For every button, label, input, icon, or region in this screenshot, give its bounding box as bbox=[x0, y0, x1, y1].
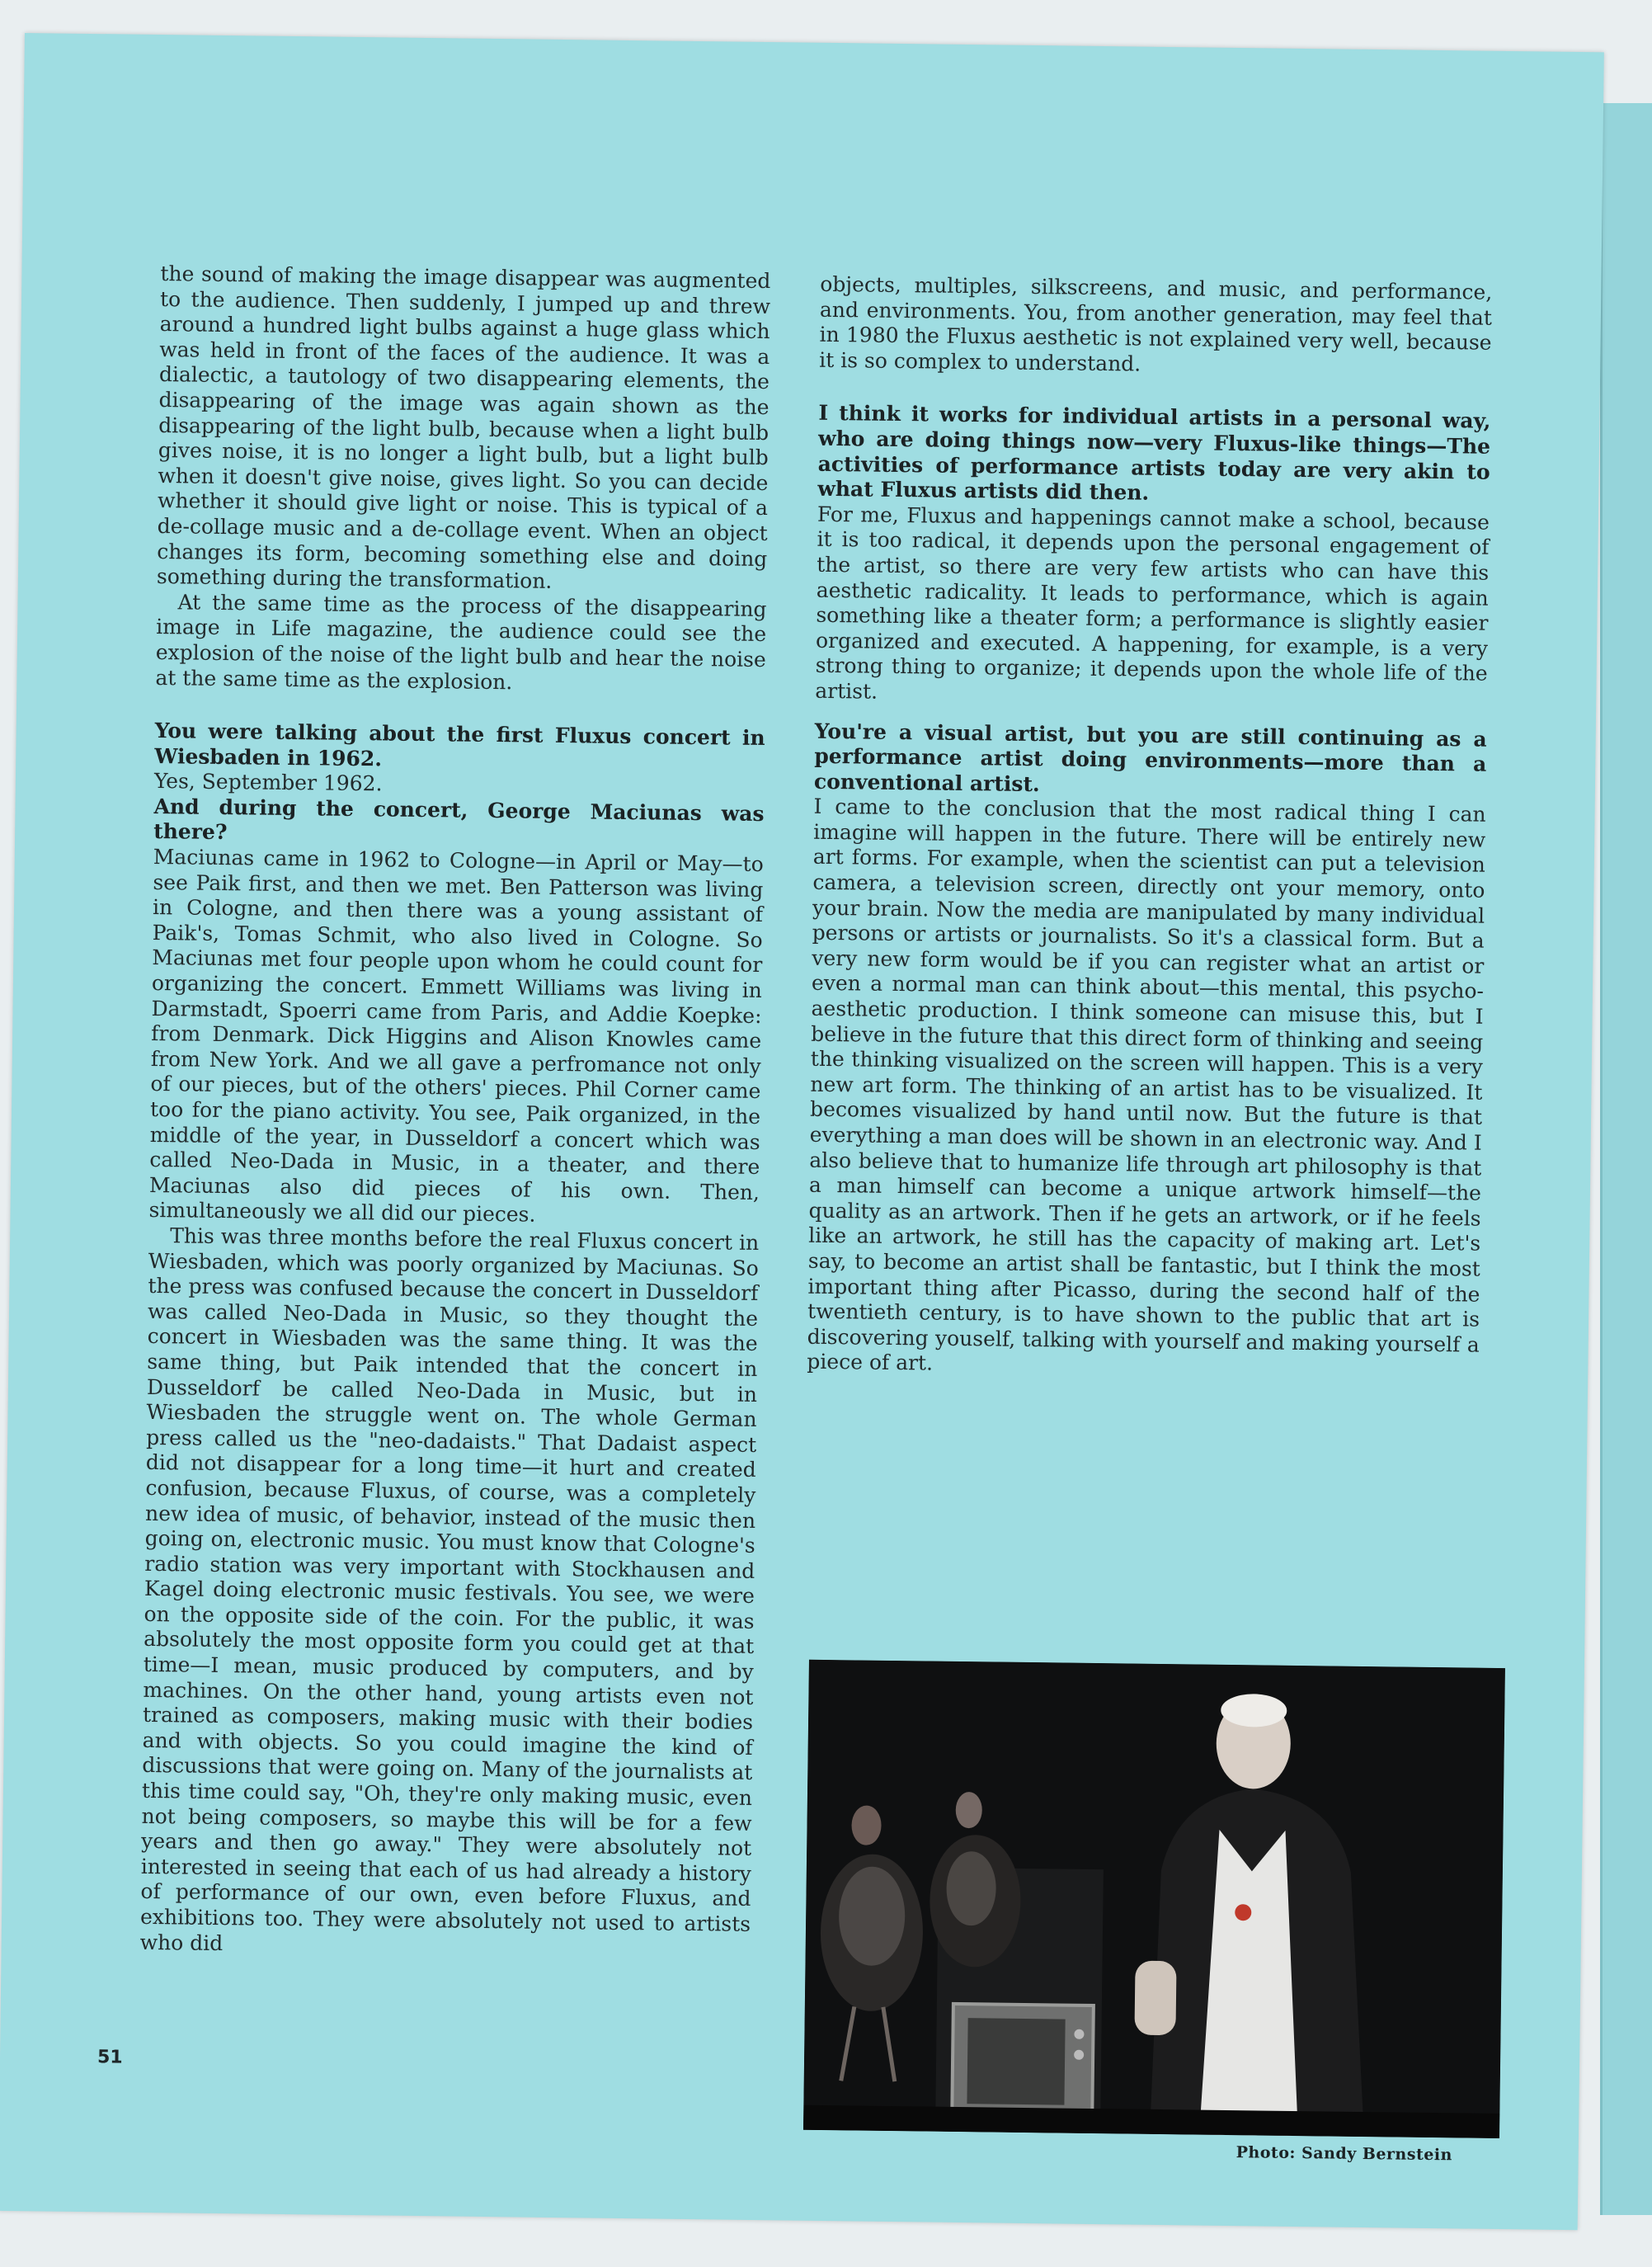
magazine-page bbox=[0, 33, 1604, 2230]
paragraph: For me, Fluxus and happenings cannot make a school, because it is too radical, it depends upon the personal engagement of the artist, so there are very few artists who can have this aesthetic radicality. It leads to performance, which is again something like a theater form; a performance is slightly easier organized and executed. A happening, for example, is a very strong thing to organize; it depends upon the whole life of the artist. bbox=[815, 502, 1490, 704]
interview-question: You're a visual artist, but you are still continuing as a performance artist doing environments—more than a conventional artist. bbox=[813, 719, 1487, 796]
paragraph: Yes, September 1962. bbox=[153, 769, 383, 796]
adjacent-page-edge bbox=[1600, 103, 1652, 2215]
paragraph: I came to the conclusion that the most radical thing I can imagine will happen in the future. There will be entirely new art forms. For example, when the scientist can put a television camera, a television screen, directly ont your memory, onto your brain. Now the media are manipulated by many individual persons or artists or journalists. So it's a classical form. But a very new form would be if you can register what an artist or even a normal man can think about—this mental, this psycho-aesthetic production. I think someone can misuse this, but I believe in the future that this direct form of thinking and seeing the thinking visualized on the screen will happen. This is a very new art form. The thinking of an artist has to be visualized. It becomes visualized by hand until now. But the future is that everything a man does will be shown in an electronic way. And I also believe that to humanize life through art philosophy is that a man himself can become a unique artwork himself—the quality as an artwork. Then if he gets an artwork, or if he feels like an artwork, he still has the capacity of making art. Let's say, to become an artist shall be fantastic, but I think the most important thing after Picasso, during the second half of the twentieth century, is to have shown to the public that art is discovering youself, talking with yourself and making yourself a piece of art. bbox=[807, 794, 1486, 1375]
left-column bbox=[140, 262, 771, 1963]
paragraph: objects, multiples, silkscreens, and music, and performance, and environments. You, from another generation, may feel that in 1980 the Fluxus aesthetic is not explained very well, because it is so complex to understand. bbox=[819, 271, 1493, 376]
interview-question: And during the concert, George Maciunas was there? bbox=[153, 794, 765, 845]
paragraph: At the same time as the process of the disappearing image in Life magazine, the audience could see the explosion of the noise of the light bulb and hear the noise at the same time as the explosion. bbox=[155, 590, 767, 694]
page-number: 51 bbox=[96, 2047, 123, 2068]
photo-illustration bbox=[803, 1660, 1505, 2138]
photograph bbox=[803, 1660, 1505, 2138]
paragraph: Maciunas came in 1962 to Cologne—in April or May—to see Paik first, and then we met. Ben Patterson was living in Cologne, and then there was a young assistant of Paik's, Tomas Schmit, who also lived in Cologne. So Maciunas met four people upon whom he could count for organizing the concert. Emmett Williams was living in Darmstadt, Spoerri came from Paris, and Addie Koepke: from Denmark. Dick Higgins and Alison Knowles came from New York. And we all gave a perfromance not only of our pieces, but of the others' pieces. Phil Corner came too for the piano activity. You see, Paik organized, in the middle of the year, in Dusseldorf a concert which was called Neo-Dada in Music, in a theater, and there Maciunas also did pieces of his own. Then, simultaneously we all did our pieces. bbox=[148, 845, 764, 1228]
paragraph: This was three months before the real Fluxus concert in Wiesbaden, which was poorly organized by Maciunas. So the press was confused because the concert in Dusseldorf was called Neo-Dada in Music, so they thought the concert in Wiesbaden was the same thing. It was the same thing, but Paik intended that the concert in Dusseldorf be called Neo-Dada in Music, but in Wiesbaden the struggle went on. The whole German press called us the "neo-dadaists." That Dadaist aspect did not disappear for a long time—it hurt and created confusion, because Fluxus, of course, was a completely new idea of music, of behavior, instead of the music then going on, electronic music. You must know that Cologne's radio station was very important with Stockhausen and Kagel doing electronic music festivals. You see, we were on the opposite side of the coin. For the public, it was absolutely the most opposite form you could get at that time—I mean, music produced by computers, and by machines. On the other hand, young artists even not trained as composers, making music with their bodies and with objects. So you could imagine the kind of discussions that were going on. Many of the journalists at this time could say, "Oh, they're only making music, even not being composers, so maybe this will be for a few years and then go away." They were absolutely not interested in seeing that each of us had already a history of performance of our own, even before Fluxus, and exhibitions too. They were absolutely not used to artists who did bbox=[139, 1223, 760, 1955]
interview-question: I think it works for individual artists in a personal way, who are doing things now—very Fluxus-like things—The activities of performance artists today are very akin to what Fluxus artists did then. bbox=[817, 401, 1491, 505]
right-column bbox=[807, 272, 1492, 1383]
television-set bbox=[952, 2004, 1094, 2121]
interview-question: You were talking about the first Fluxus concert in Wiesbaden in 1962. bbox=[154, 719, 765, 771]
photo-credit: Photo: Sandy Bernstein bbox=[1235, 2143, 1453, 2165]
paragraph: the sound of making the image disappear was augmented to the audience. Then suddenly, I jumped up and threw around a hundred light bulbs against a huge glass which was held in front of the faces of the audience. It was a dialectic, a tautology of two disappearing elements, the disappearing of the image was again shown as the disappearing of the light bulb, because when a light bulb gives noise, it is no longer a light bulb, but a light bulb when it doesn't give noise, gives light. So you can decide whether it should give light or noise. This is typical of a de-collage music and a de-collage event. When an object changes its form, becoming something else and doing something during the transformation. bbox=[156, 262, 771, 593]
